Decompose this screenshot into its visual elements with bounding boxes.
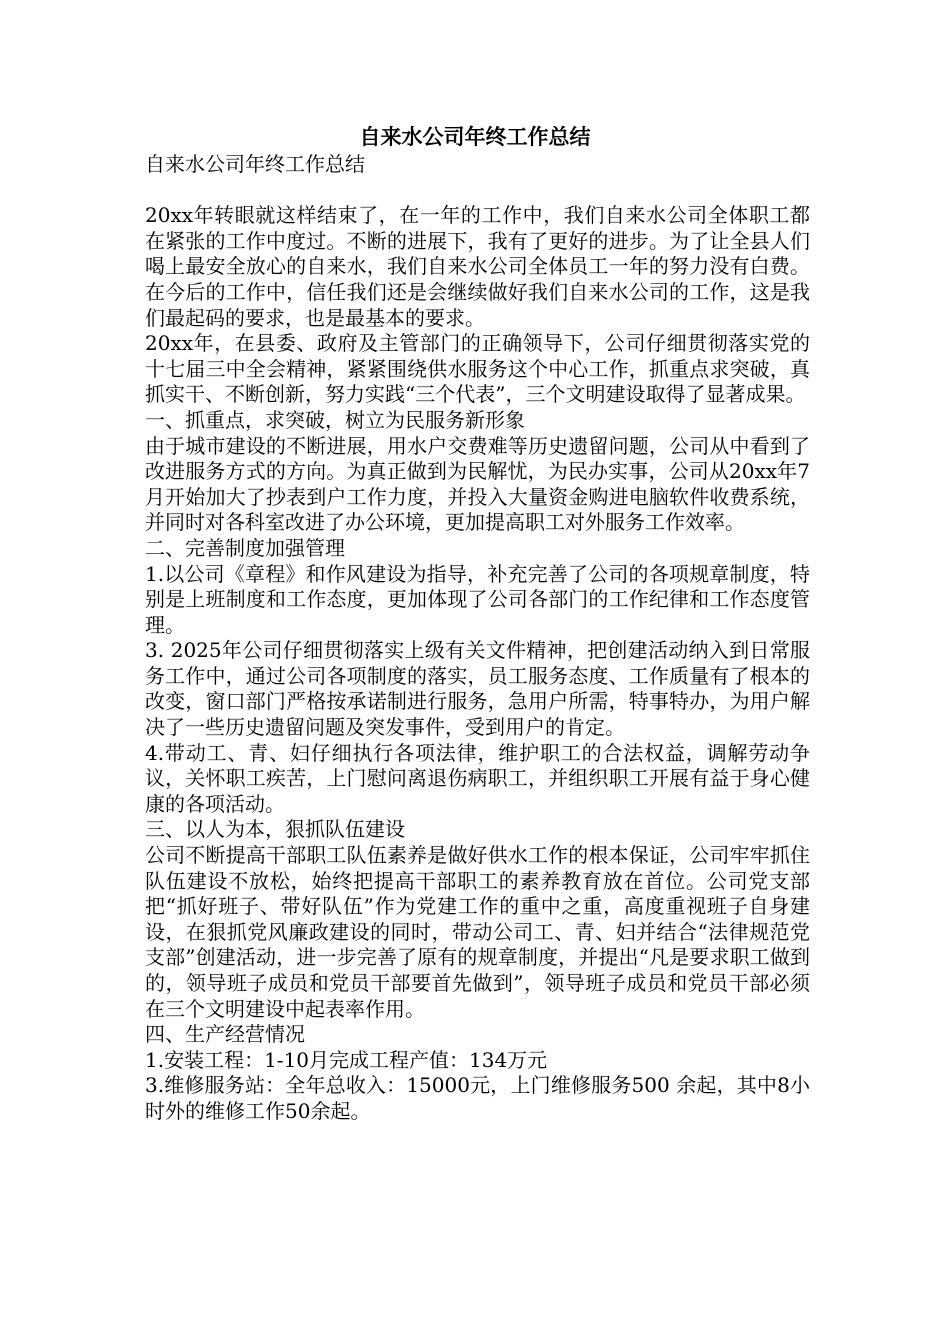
section-1-paragraph: 由于城市建设的不断进展，用水户交费难等历史遗留问题，公司从中看到了改进服务方式的方向。为真正做到为民解忧，为民办实事，公司从20xx年7月开始加大了抄表到户工作力度，并投入大量资金购进电脑软件收费系统，并同时对各科室改进了办公环境，更加提高职工对外服务工作效率。: [145, 433, 810, 535]
overview-paragraph: 20xx年，在县委、政府及主管部门的正确领导下，公司仔细贯彻落实党的十七届三中全会精神，紧紧围绕供水服务这个中心工作，抓重点求突破，真抓实干、不断创新，努力实践“三个代表”，三个文明建设取得了显著成果。: [145, 331, 810, 407]
section-heading-3: 三、以人为本，狠抓队伍建设: [145, 817, 405, 842]
section-3-paragraph: 公司不断提高干部职工队伍素养是做好供水工作的根本保证，公司牢牢抓住队伍建设不放松，始终把提高干部职工的素养教育放在首位。公司党支部把“抓好班子、带好队伍”作为党建工作的重中之重，高度重视班子自身建设，在狠抓党风廉政建设的同时，带动公司工、青、妇并结合“法律规范党支部”创建活动，进一步完善了原有的规章制度，并提出“凡是要求职工做到的，领导班子成员和党员干部要首先做到”，领导班子成员和党员干部必须在三个文明建设中起表率作用。: [145, 843, 810, 1021]
blank-line: [145, 178, 810, 204]
section-4-item-3: 3.维修服务站：全年总收入：15000元，上门维修服务500 余起，其中8小时外的维修工作50余起。: [145, 1073, 810, 1123]
section-heading-1: 一、抓重点，求突破，树立为民服务新形象: [145, 407, 525, 432]
section-2-item-3: 3. 2025年公司仔细贯彻落实上级有关文件精神，把创建活动纳入到日常服务工作中，通过公司各项制度的落实，员工服务态度、工作质量有了根本的改变，窗口部门严格按承诺制进行服务，急用户所需，特事特办，为用户解决了一些历史遗留问题及突发事件，受到用户的肯定。: [145, 638, 810, 740]
subtitle-paragraph: 自来水公司年终工作总结: [145, 152, 365, 176]
section-4-item-1: 1.安装工程：1-10月完成工程产值：134万元: [145, 1047, 548, 1072]
section-heading-4: 四、生产经营情况: [145, 1022, 305, 1047]
document-body: [145, 152, 810, 1125]
intro-paragraph: 20xx年转眼就这样结束了，在一年的工作中，我们自来水公司全体职工都在紧张的工作中度过。不断的进展下，我有了更好的进步。为了让全县人们喝上最安全放心的自来水，我们自来水公司全体员工一年的努力没有白费。在今后的工作中，信任我们还是会继续做好我们自来水公司的工作，这是我们最起码的要求，也是最基本的要求。: [145, 203, 810, 330]
document-title: 自来水公司年终工作总结: [359, 125, 591, 149]
section-heading-2: 二、完善制度加强管理: [145, 535, 345, 560]
section-2-item-4: 4.带动工、青、妇仔细执行各项法律，维护职工的合法权益，调解劳动争议，关怀职工疾苦，上门慰问离退伤病职工，并组织职工开展有益于身心健康的各项活动。: [145, 740, 810, 816]
section-2-item-1: 1.以公司《章程》和作风建设为指导，补充完善了公司的各项规章制度，特别是上班制度和工作态度，更加体现了公司各部门的工作纪律和工作态度管理。: [145, 561, 810, 637]
